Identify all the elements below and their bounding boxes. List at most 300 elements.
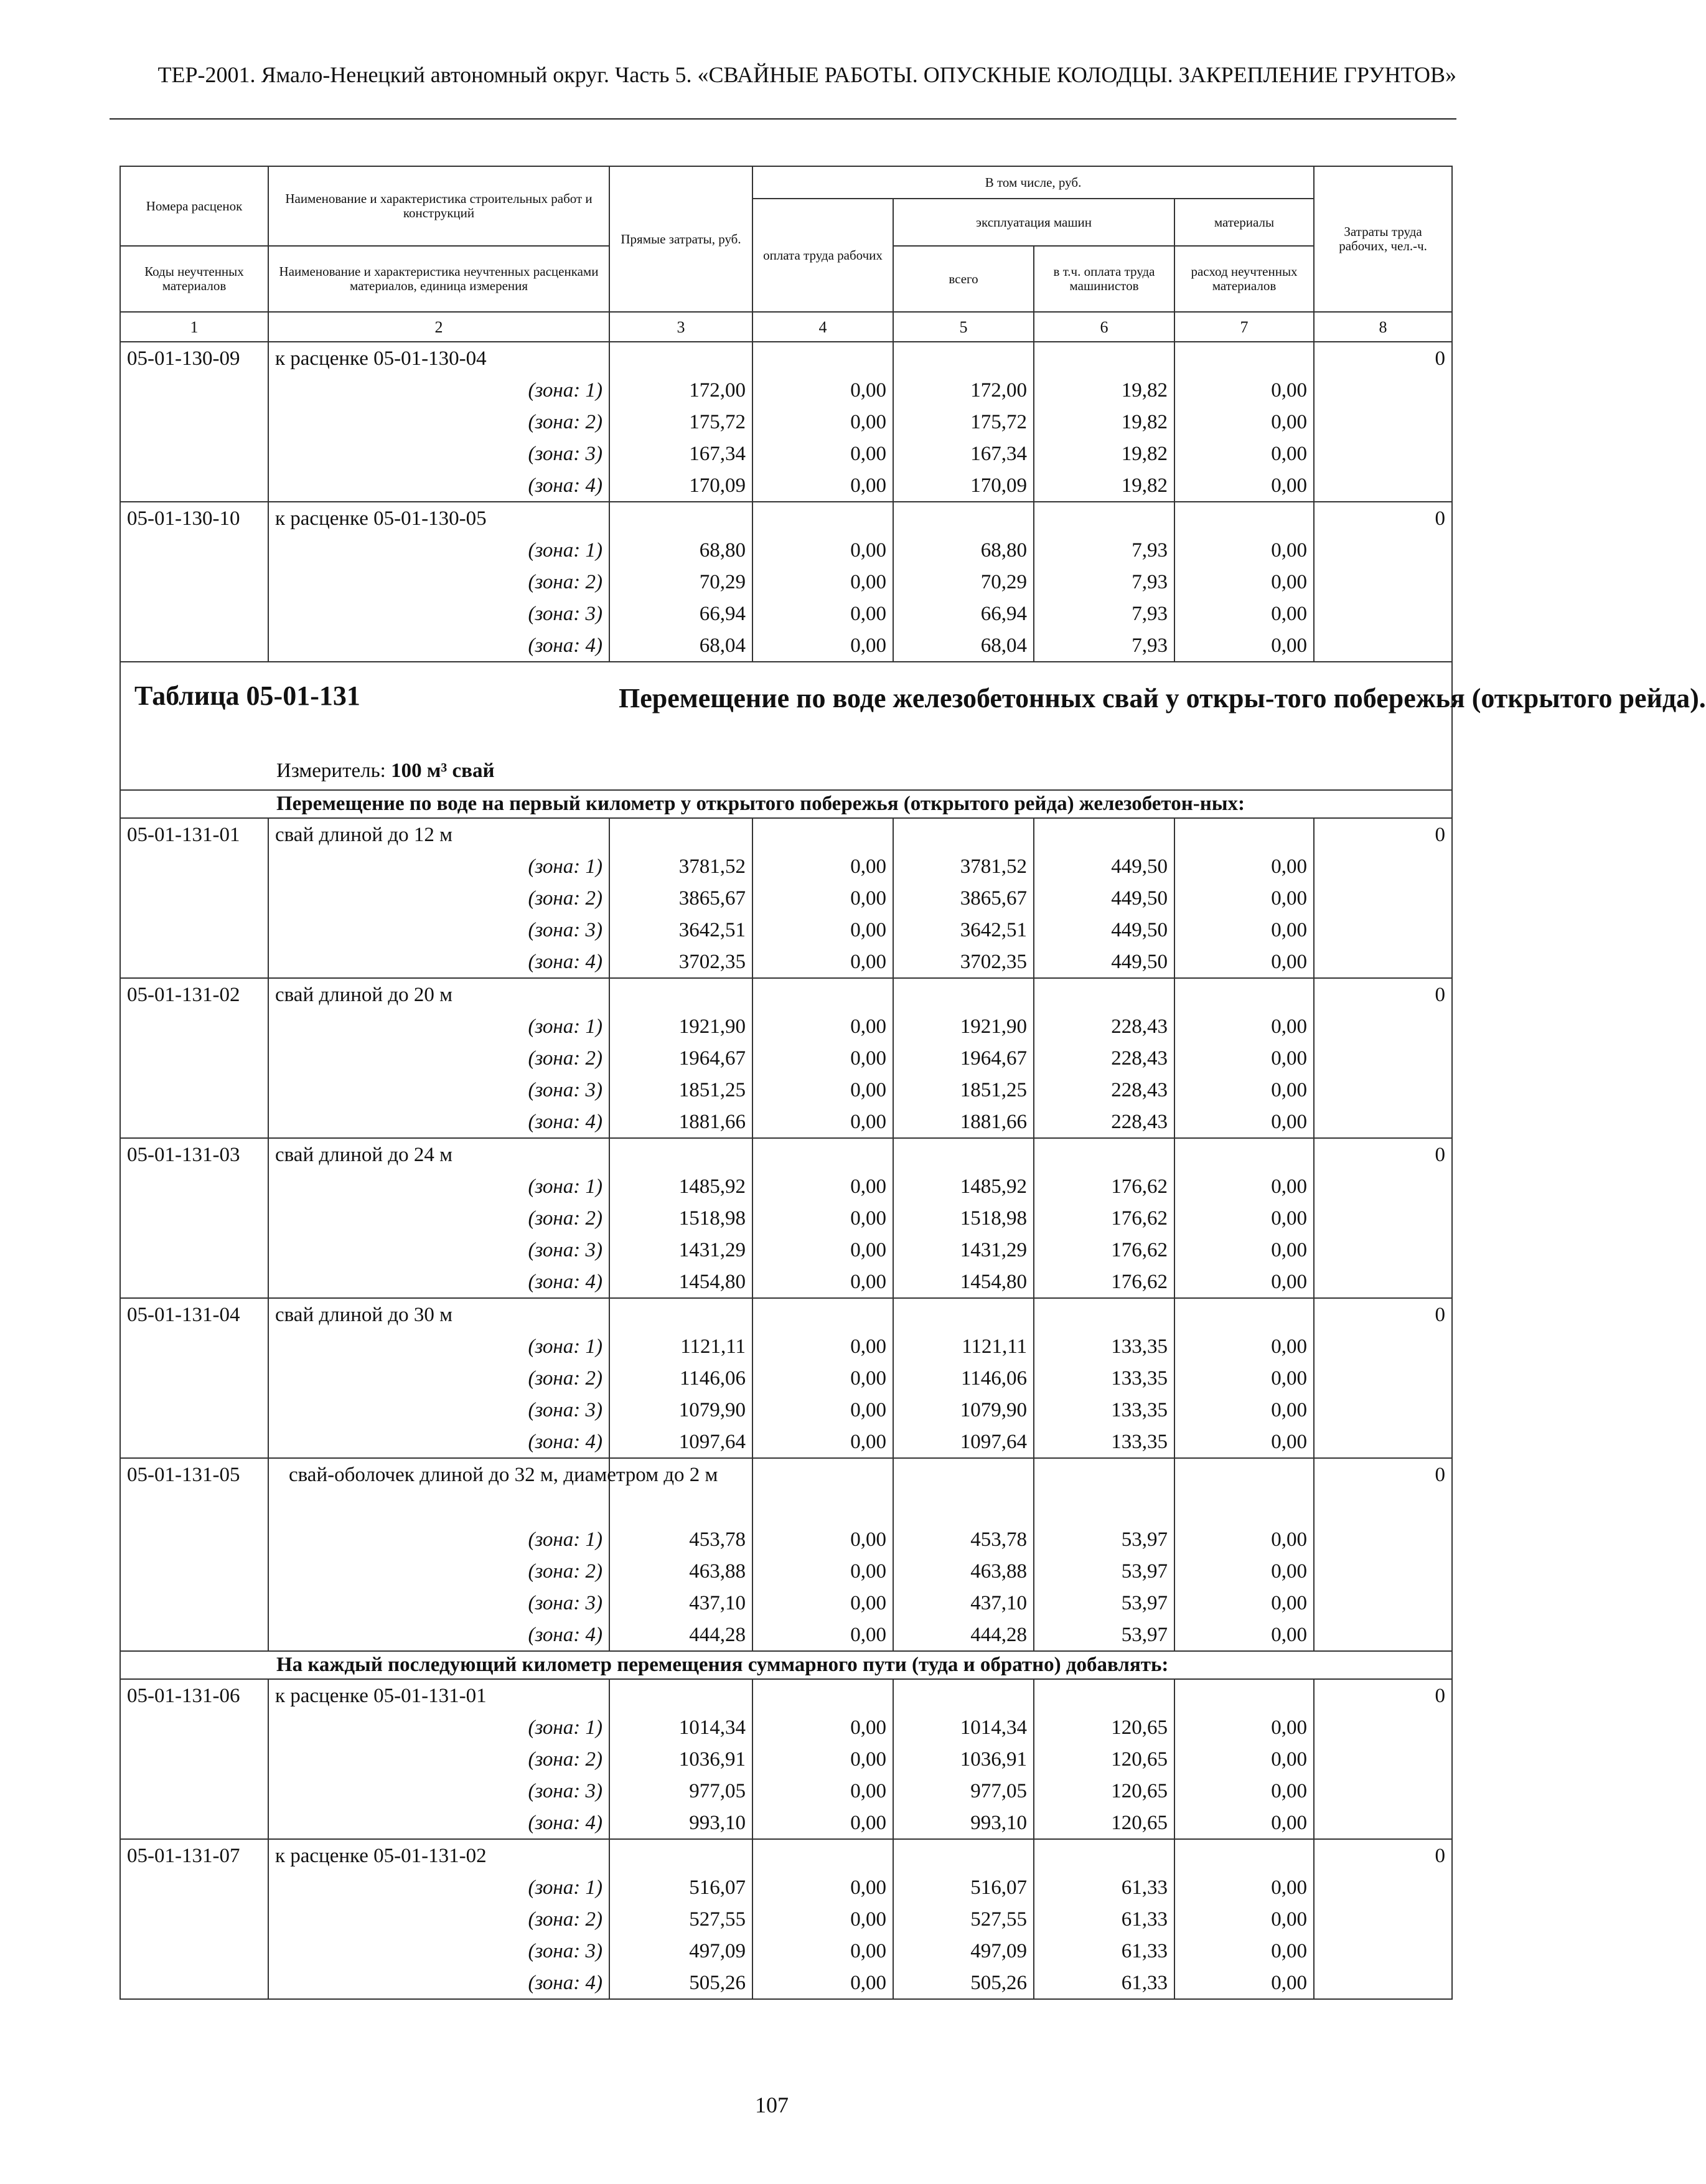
- empty-cell: [609, 818, 752, 850]
- labor-pay: 0,00: [752, 629, 893, 662]
- empty-cell: [1314, 1935, 1452, 1967]
- materials-value: 0,00: [1174, 1619, 1314, 1651]
- machines-labor: 120,65: [1034, 1711, 1174, 1743]
- materials-value: 0,00: [1174, 1775, 1314, 1807]
- empty-cell: [1174, 502, 1314, 534]
- zone-label: (зона: 2): [268, 1362, 609, 1394]
- machines-total: 66,94: [893, 598, 1034, 629]
- empty-cell: [120, 850, 268, 882]
- labor-pay: 0,00: [752, 1743, 893, 1775]
- machines-total: 170,09: [893, 469, 1034, 502]
- direct-costs: 1454,80: [609, 1266, 752, 1298]
- zone-label: (зона: 3): [268, 1935, 609, 1967]
- machines-labor: 176,62: [1034, 1234, 1174, 1266]
- table-row: [120, 438, 1452, 469]
- labor-pay: 0,00: [752, 566, 893, 598]
- empty-cell: [120, 1266, 268, 1298]
- materials-value: 0,00: [1174, 406, 1314, 438]
- direct-costs: 1518,98: [609, 1202, 752, 1234]
- machines-labor: 53,97: [1034, 1555, 1174, 1587]
- empty-cell: [120, 1807, 268, 1839]
- empty-cell: [120, 946, 268, 978]
- machines-labor: 449,50: [1034, 914, 1174, 946]
- labor-pay: 0,00: [752, 850, 893, 882]
- zone-label: (зона: 3): [268, 1234, 609, 1266]
- labor-pay: 0,00: [752, 1394, 893, 1426]
- direct-costs: 437,10: [609, 1587, 752, 1619]
- materials-value: 0,00: [1174, 629, 1314, 662]
- empty-cell: [609, 978, 752, 1010]
- table-row: [120, 1362, 1452, 1394]
- empty-cell: [752, 1839, 893, 1871]
- empty-cell: [120, 1935, 268, 1967]
- direct-costs: 516,07: [609, 1871, 752, 1903]
- zone-label: (зона: 1): [268, 534, 609, 566]
- col-rate-name: Наименование и характеристика строительных работ и конструкций: [268, 166, 609, 246]
- empty-cell: [1314, 1106, 1452, 1138]
- labor-pay: 0,00: [752, 1619, 893, 1651]
- materials-value: 0,00: [1174, 1711, 1314, 1743]
- machines-total: 1454,80: [893, 1266, 1034, 1298]
- machines-total: 1485,92: [893, 1170, 1034, 1202]
- table-row: [120, 1298, 1452, 1330]
- zone-label: (зона: 3): [268, 1394, 609, 1426]
- empty-cell: [1314, 914, 1452, 946]
- table-row: [120, 850, 1452, 882]
- materials-value: 0,00: [1174, 1523, 1314, 1555]
- machines-total: 1097,64: [893, 1426, 1034, 1458]
- col-number: 3: [609, 312, 752, 342]
- direct-costs: 1485,92: [609, 1170, 752, 1202]
- machines-total: 68,04: [893, 629, 1034, 662]
- labor-pay: 0,00: [752, 406, 893, 438]
- direct-costs: 68,80: [609, 534, 752, 566]
- labor-pay: 0,00: [752, 469, 893, 502]
- machines-total: 167,34: [893, 438, 1034, 469]
- labor-pay: 0,00: [752, 914, 893, 946]
- direct-costs: 1851,25: [609, 1074, 752, 1106]
- empty-cell: [893, 978, 1034, 1010]
- empty-cell: [1314, 1234, 1452, 1266]
- rate-name: свай длиной до 20 м: [268, 978, 609, 1010]
- materials-value: 0,00: [1174, 374, 1314, 406]
- zone-label: (зона: 2): [268, 1555, 609, 1587]
- machines-labor: 61,33: [1034, 1935, 1174, 1967]
- direct-costs: 444,28: [609, 1619, 752, 1651]
- machines-labor: 53,97: [1034, 1523, 1174, 1555]
- col-materials-usage: расход неучтенных материалов: [1174, 246, 1314, 312]
- table-row: [120, 342, 1452, 374]
- machines-total: 1431,29: [893, 1234, 1034, 1266]
- empty-cell: [120, 534, 268, 566]
- materials-value: 0,00: [1174, 1743, 1314, 1775]
- empty-cell: [1314, 1775, 1452, 1807]
- zone-label: (зона: 4): [268, 946, 609, 978]
- machines-total: 175,72: [893, 406, 1034, 438]
- zone-label: (зона: 2): [268, 406, 609, 438]
- materials-value: 0,00: [1174, 1555, 1314, 1587]
- empty-cell: [120, 1619, 268, 1651]
- measure-value: 100 м³ свай: [391, 760, 495, 782]
- col-rate-no: Номера расценок: [120, 166, 268, 246]
- zone-label: (зона: 4): [268, 629, 609, 662]
- machines-total: 3865,67: [893, 882, 1034, 914]
- empty-cell: [1034, 978, 1174, 1010]
- empty-cell: [893, 1298, 1034, 1330]
- empty-cell: [120, 1362, 268, 1394]
- empty-cell: [120, 1234, 268, 1266]
- direct-costs: 1964,67: [609, 1042, 752, 1074]
- rate-code: 05-01-131-07: [120, 1839, 268, 1871]
- measure-label: Измеритель:: [276, 760, 386, 782]
- materials-value: 0,00: [1174, 1903, 1314, 1935]
- machines-labor: 7,93: [1034, 629, 1174, 662]
- col-machines-labor: в т.ч. оплата труда машинистов: [1034, 246, 1174, 312]
- zone-label: (зона: 4): [268, 1106, 609, 1138]
- direct-costs: 3865,67: [609, 882, 752, 914]
- empty-cell: [752, 1138, 893, 1170]
- materials-value: 0,00: [1174, 1010, 1314, 1042]
- materials-value: 0,00: [1174, 1394, 1314, 1426]
- machines-labor: 120,65: [1034, 1743, 1174, 1775]
- empty-cell: [120, 1394, 268, 1426]
- materials-value: 0,00: [1174, 1106, 1314, 1138]
- labor-hours: 0: [1314, 978, 1452, 1010]
- direct-costs: 1036,91: [609, 1743, 752, 1775]
- empty-cell: [120, 598, 268, 629]
- empty-cell: [1314, 1587, 1452, 1619]
- empty-cell: [120, 438, 268, 469]
- empty-cell: [609, 1138, 752, 1170]
- materials-value: 0,00: [1174, 914, 1314, 946]
- machines-total: 68,80: [893, 534, 1034, 566]
- empty-cell: [752, 818, 893, 850]
- table-row: [120, 502, 1452, 534]
- empty-cell: [1314, 1967, 1452, 1999]
- empty-cell: [1314, 1266, 1452, 1298]
- materials-value: 0,00: [1174, 1042, 1314, 1074]
- empty-cell: [609, 1298, 752, 1330]
- machines-labor: 53,97: [1034, 1619, 1174, 1651]
- machines-total: 1121,11: [893, 1330, 1034, 1362]
- labor-pay: 0,00: [752, 1042, 893, 1074]
- table-row: [120, 1170, 1452, 1202]
- labor-pay: 0,00: [752, 1935, 893, 1967]
- empty-cell: [609, 1679, 752, 1711]
- machines-total: 1036,91: [893, 1743, 1034, 1775]
- empty-cell: [1314, 1871, 1452, 1903]
- table-row: [120, 566, 1452, 598]
- materials-value: 0,00: [1174, 598, 1314, 629]
- empty-cell: [1314, 598, 1452, 629]
- empty-cell: [1034, 1839, 1174, 1871]
- empty-cell: [609, 342, 752, 374]
- table-row: [120, 1619, 1452, 1651]
- machines-labor: 133,35: [1034, 1426, 1174, 1458]
- direct-costs: 1014,34: [609, 1711, 752, 1743]
- materials-value: 0,00: [1174, 1234, 1314, 1266]
- machines-total: 3781,52: [893, 850, 1034, 882]
- empty-cell: [1314, 1743, 1452, 1775]
- materials-value: 0,00: [1174, 1426, 1314, 1458]
- table-row: [120, 1679, 1452, 1711]
- table-row: [120, 1871, 1452, 1903]
- empty-cell: [893, 818, 1034, 850]
- direct-costs: 68,04: [609, 629, 752, 662]
- labor-pay: 0,00: [752, 882, 893, 914]
- machines-total: 497,09: [893, 1935, 1034, 1967]
- materials-value: 0,00: [1174, 566, 1314, 598]
- empty-cell: [1314, 1426, 1452, 1458]
- labor-pay: 0,00: [752, 1523, 893, 1555]
- rate-name: свай-оболочек длиной до 32 м, диаметром до 2 м: [268, 1458, 609, 1523]
- empty-cell: [120, 1042, 268, 1074]
- empty-cell: [1314, 1555, 1452, 1587]
- zone-label: (зона: 4): [268, 1266, 609, 1298]
- table-title-block: [120, 662, 1706, 818]
- empty-cell: [752, 1458, 893, 1523]
- machines-labor: 228,43: [1034, 1106, 1174, 1138]
- materials-value: 0,00: [1174, 534, 1314, 566]
- zone-label: (зона: 4): [268, 1426, 609, 1458]
- rates-table: [120, 166, 1706, 2000]
- col-number: 2: [268, 312, 609, 342]
- labor-pay: 0,00: [752, 1426, 893, 1458]
- table-row: [120, 598, 1452, 629]
- materials-value: 0,00: [1174, 1170, 1314, 1202]
- zone-label: (зона: 1): [268, 374, 609, 406]
- machines-total: 1146,06: [893, 1362, 1034, 1394]
- empty-cell: [1314, 534, 1452, 566]
- machines-total: 172,00: [893, 374, 1034, 406]
- empty-cell: [120, 374, 268, 406]
- rate-code: 05-01-131-02: [120, 978, 268, 1010]
- col-machines-total: всего: [893, 246, 1034, 312]
- empty-cell: [120, 406, 268, 438]
- rate-code: 05-01-131-03: [120, 1138, 268, 1170]
- machines-labor: 449,50: [1034, 850, 1174, 882]
- zone-label: (зона: 3): [268, 1587, 609, 1619]
- empty-cell: [1314, 438, 1452, 469]
- direct-costs: 167,34: [609, 438, 752, 469]
- zone-label: (зона: 2): [268, 1903, 609, 1935]
- machines-labor: 176,62: [1034, 1266, 1174, 1298]
- machines-total: 3702,35: [893, 946, 1034, 978]
- empty-cell: [752, 502, 893, 534]
- labor-hours: 0: [1314, 1679, 1452, 1711]
- direct-costs: 175,72: [609, 406, 752, 438]
- labor-pay: 0,00: [752, 946, 893, 978]
- rows-section-1: [120, 818, 1452, 1651]
- machines-total: 1964,67: [893, 1042, 1034, 1074]
- empty-cell: [1314, 1042, 1452, 1074]
- zone-label: (зона: 1): [268, 1170, 609, 1202]
- empty-cell: [1314, 946, 1452, 978]
- zone-label: (зона: 3): [268, 1074, 609, 1106]
- zone-label: (зона: 3): [268, 598, 609, 629]
- empty-cell: [1174, 1839, 1314, 1871]
- table-row: [120, 1042, 1452, 1074]
- empty-cell: [1034, 502, 1174, 534]
- empty-cell: [1314, 1619, 1452, 1651]
- table-row: [120, 1523, 1452, 1555]
- machines-labor: 120,65: [1034, 1807, 1174, 1839]
- empty-cell: [893, 1138, 1034, 1170]
- section-2-block: [120, 1651, 1452, 1679]
- zone-label: (зона: 2): [268, 1743, 609, 1775]
- machines-total: 1079,90: [893, 1394, 1034, 1426]
- table-row: [120, 629, 1452, 662]
- zone-label: (зона: 1): [268, 1523, 609, 1555]
- empty-cell: [752, 978, 893, 1010]
- empty-cell: [120, 629, 268, 662]
- table-row: [120, 1807, 1452, 1839]
- table-row: [120, 406, 1452, 438]
- empty-cell: [1174, 1298, 1314, 1330]
- rate-name: к расценке 05-01-131-01: [268, 1679, 609, 1711]
- labor-pay: 0,00: [752, 1330, 893, 1362]
- zone-label: (зона: 1): [268, 1010, 609, 1042]
- rate-name: к расценке 05-01-130-05: [268, 502, 609, 534]
- machines-labor: 61,33: [1034, 1903, 1174, 1935]
- machines-total: 977,05: [893, 1775, 1034, 1807]
- machines-labor: 133,35: [1034, 1362, 1174, 1394]
- direct-costs: 3702,35: [609, 946, 752, 978]
- empty-cell: [1034, 1138, 1174, 1170]
- rate-code: 05-01-131-06: [120, 1679, 268, 1711]
- measure-unit: [276, 760, 494, 782]
- empty-cell: [752, 1679, 893, 1711]
- table-row: [120, 1426, 1452, 1458]
- empty-cell: [1034, 818, 1174, 850]
- rate-code: 05-01-131-01: [120, 818, 268, 850]
- labor-pay: 0,00: [752, 1555, 893, 1587]
- header-rule: [110, 118, 1456, 120]
- rate-name: свай длиной до 12 м: [268, 818, 609, 850]
- empty-cell: [120, 1202, 268, 1234]
- col-including: В том числе, руб.: [752, 166, 1314, 199]
- empty-cell: [120, 566, 268, 598]
- empty-cell: [752, 1298, 893, 1330]
- direct-costs: 977,05: [609, 1775, 752, 1807]
- labor-pay: 0,00: [752, 1010, 893, 1042]
- col-number: 5: [893, 312, 1034, 342]
- empty-cell: [120, 1743, 268, 1775]
- direct-costs: 172,00: [609, 374, 752, 406]
- zone-label: (зона: 1): [268, 1711, 609, 1743]
- labor-pay: 0,00: [752, 438, 893, 469]
- labor-hours: 0: [1314, 1298, 1452, 1330]
- machines-total: 453,78: [893, 1523, 1034, 1555]
- empty-cell: [609, 1839, 752, 1871]
- empty-cell: [1314, 850, 1452, 882]
- direct-costs: 463,88: [609, 1555, 752, 1587]
- machines-labor: 7,93: [1034, 534, 1174, 566]
- col-direct-costs: Прямые затраты, руб.: [609, 166, 752, 312]
- table-title: Перемещение по воде железобетонных свай у откры-того побережья (открытого рейда).: [619, 683, 1706, 713]
- rows-top: [120, 342, 1452, 662]
- empty-cell: [609, 502, 752, 534]
- direct-costs: 505,26: [609, 1967, 752, 1999]
- direct-costs: 3642,51: [609, 914, 752, 946]
- zone-label: (зона: 1): [268, 1871, 609, 1903]
- direct-costs: 527,55: [609, 1903, 752, 1935]
- rows-section-2: [120, 1679, 1452, 1999]
- empty-cell: [1314, 1362, 1452, 1394]
- direct-costs: 1079,90: [609, 1394, 752, 1426]
- empty-cell: [120, 1711, 268, 1743]
- empty-cell: [893, 502, 1034, 534]
- empty-cell: [120, 1106, 268, 1138]
- table-row: [120, 1967, 1452, 1999]
- rate-code: 05-01-131-04: [120, 1298, 268, 1330]
- empty-cell: [120, 1330, 268, 1362]
- labor-pay: 0,00: [752, 1587, 893, 1619]
- table-row: [120, 1903, 1452, 1935]
- machines-total: 505,26: [893, 1967, 1034, 1999]
- col-labor-pay: оплата труда рабочих: [752, 199, 893, 312]
- machines-total: 1518,98: [893, 1202, 1034, 1234]
- labor-hours: 0: [1314, 818, 1452, 850]
- table-row: [120, 946, 1452, 978]
- zone-label: (зона: 4): [268, 1807, 609, 1839]
- labor-pay: 0,00: [752, 1871, 893, 1903]
- machines-total: 437,10: [893, 1587, 1034, 1619]
- empty-cell: [1314, 1523, 1452, 1555]
- empty-cell: [1174, 342, 1314, 374]
- materials-value: 0,00: [1174, 1330, 1314, 1362]
- materials-value: 0,00: [1174, 850, 1314, 882]
- empty-cell: [1174, 1679, 1314, 1711]
- empty-cell: [1314, 566, 1452, 598]
- table-row: [120, 818, 1452, 850]
- labor-pay: 0,00: [752, 1967, 893, 1999]
- col-codes: Коды неучтенных материалов: [120, 246, 268, 312]
- table-row: [120, 1711, 1452, 1743]
- rate-name: к расценке 05-01-131-02: [268, 1839, 609, 1871]
- direct-costs: 170,09: [609, 469, 752, 502]
- machines-labor: 176,62: [1034, 1202, 1174, 1234]
- machines-labor: 228,43: [1034, 1010, 1174, 1042]
- labor-pay: 0,00: [752, 1807, 893, 1839]
- table-row: [120, 1839, 1452, 1871]
- machines-labor: 61,33: [1034, 1967, 1174, 1999]
- table-row: [120, 1743, 1452, 1775]
- labor-hours: 0: [1314, 1138, 1452, 1170]
- direct-costs: 1921,90: [609, 1010, 752, 1042]
- rate-code: 05-01-130-09: [120, 342, 268, 374]
- machines-total: 1921,90: [893, 1010, 1034, 1042]
- materials-value: 0,00: [1174, 1362, 1314, 1394]
- machines-total: 444,28: [893, 1619, 1034, 1651]
- table-row: [120, 1266, 1452, 1298]
- table-row: [120, 1458, 1452, 1523]
- empty-cell: [1314, 1807, 1452, 1839]
- machines-labor: 228,43: [1034, 1042, 1174, 1074]
- rate-name: свай длиной до 24 м: [268, 1138, 609, 1170]
- page-header: ТЕР-2001. Ямало-Ненецкий автономный округ. Часть 5. «СВАЙНЫЕ РАБОТЫ. ОПУСКНЫЕ КОЛОДЦЫ. ЗАКРЕПЛЕНИЕ ГРУНТОВ»: [157, 62, 1456, 87]
- machines-labor: 61,33: [1034, 1871, 1174, 1903]
- col-number: 8: [1314, 312, 1452, 342]
- page-number: 107: [755, 2092, 789, 2117]
- empty-cell: [1314, 882, 1452, 914]
- col-codes-name: Наименование и характеристика неучтенных расценками материалов, единица измерения: [268, 246, 609, 312]
- labor-pay: 0,00: [752, 534, 893, 566]
- machines-labor: 133,35: [1034, 1394, 1174, 1426]
- zone-label: (зона: 4): [268, 469, 609, 502]
- materials-value: 0,00: [1174, 1871, 1314, 1903]
- col-number: 4: [752, 312, 893, 342]
